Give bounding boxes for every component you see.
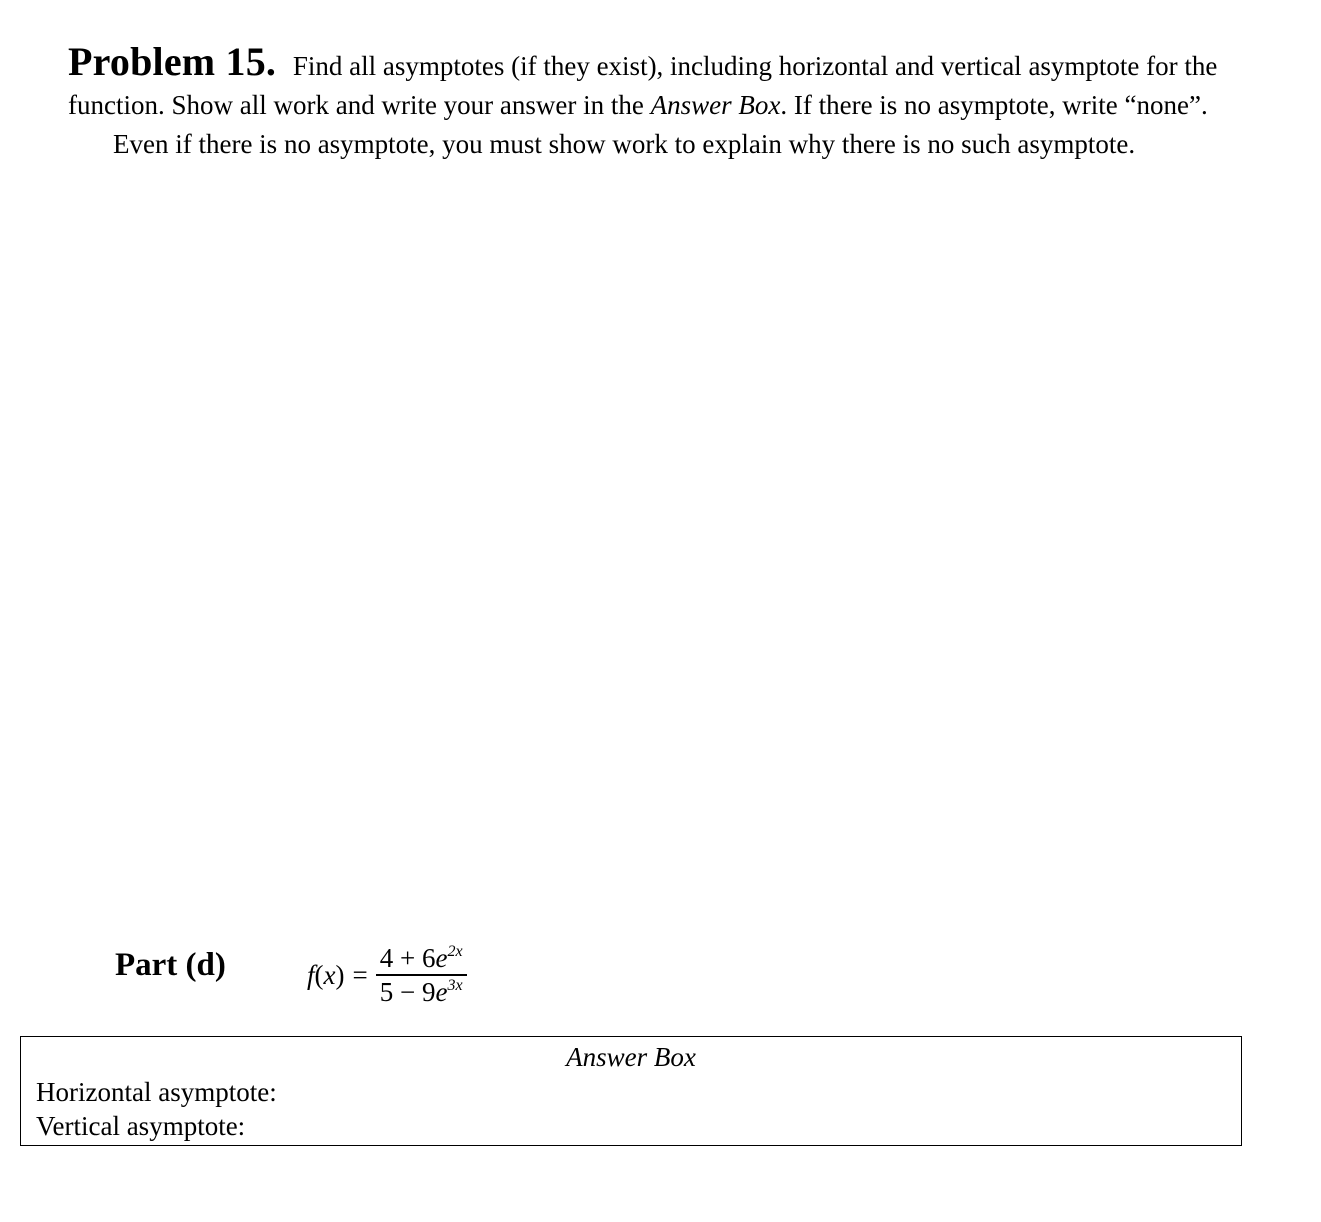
- formula-open-paren: (: [314, 959, 324, 990]
- numerator-constant: 4 + 6: [379, 943, 436, 974]
- formula-var: x: [323, 959, 336, 990]
- function-formula: [307, 935, 467, 1015]
- answer-box-title: Answer Box: [566, 1042, 696, 1072]
- denominator-constant: 5 − 9: [379, 976, 436, 1007]
- numerator-base: e: [435, 943, 448, 974]
- formula-numerator: [376, 942, 467, 974]
- problem-statement: [68, 39, 1248, 164]
- formula-lhs: [307, 960, 345, 991]
- instructions-start: Find all asymptotes (if they exist), including horizontal and vertical asymptote for the function. Show all work and write your answer in the: [68, 51, 1218, 120]
- numerator-exponent: 2x: [447, 943, 463, 961]
- vertical-asymptote-label: Vertical asymptote:: [36, 1111, 246, 1141]
- part-label: Part (d): [115, 947, 226, 983]
- instructions-answer-box-ref: Answer Box: [650, 90, 781, 120]
- denominator-base: e: [435, 976, 448, 1007]
- problem-note: Even if there is no asymptote, you must show work to explain why there is no such asymptote.: [113, 129, 1136, 159]
- formula-denominator: [376, 976, 467, 1008]
- answer-box[interactable]: [20, 1036, 1242, 1146]
- part-d: [115, 935, 815, 1015]
- denominator-exponent: 3x: [447, 976, 463, 994]
- formula-close-paren: ): [335, 959, 345, 990]
- problem-title: Problem 15.: [68, 39, 277, 84]
- formula-fn: f: [307, 959, 315, 990]
- horizontal-asymptote-label: Horizontal asymptote:: [36, 1077, 277, 1107]
- formula-equals: =: [352, 959, 368, 990]
- instructions-end: . If there is no asymptote, write “none”.: [780, 90, 1208, 120]
- formula-fraction: [376, 942, 467, 1008]
